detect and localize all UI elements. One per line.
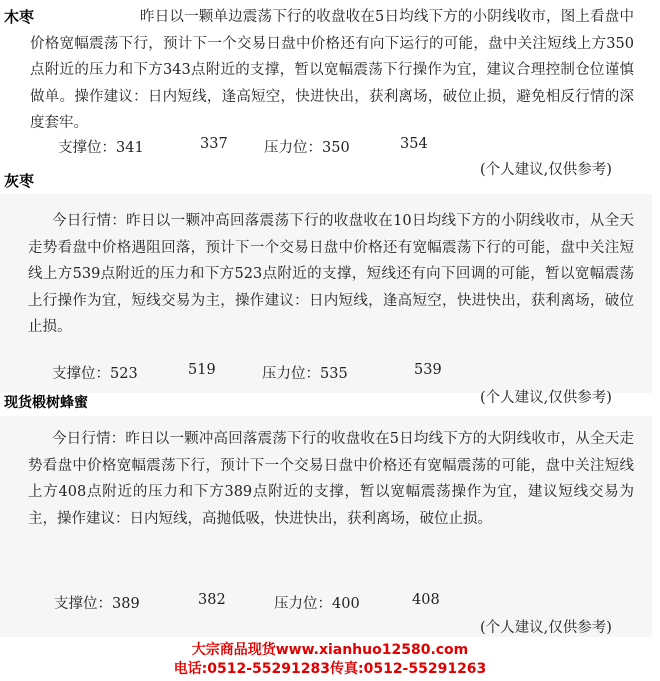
resistance-level: 压力位：350 [264, 140, 350, 156]
section-paragraph: 今日行情：昨日以一颗冲高回落震荡下行的收盘收在5日均线下方的大阴线收市，从全天走势看盘中价格宽幅震荡下行，预计下一个交易日盘中价格还有宽幅震荡的可能，盘中关注短线上方408点附近的压力和下方389点附近的支撑，暂以宽幅震荡操作为宜，建议短线交易为主，操作建议：日内短线，高抛低吸，快进快出，获利离场，破位止损。 [28, 431, 634, 527]
section-title: 木枣 [4, 8, 35, 26]
support-level: 支撑位：341 [58, 140, 144, 156]
disclaimer: (个人建议,仅供参考) [480, 162, 612, 178]
section-paragraph: 今日行情：昨日以一颗冲高回落震荡下行的收盘收在10日均线下方的小阴线收市，从全天走势看盘中价格遇阻回落，预计下一个交易日盘中价格还有宽幅震荡下行的可能，盘中关注短线上方539点附近的压力和下方523点附近的支撑，短线还有向下回调的可能，暂以宽幅震荡上行操作为宜，短线交易为主，操作建议：日内短线，逢高短空，快进快出，获利离场，破位止损。 [28, 213, 634, 335]
support-level-2: 337 [200, 136, 228, 152]
support-level: 支撑位：523 [52, 366, 138, 382]
resistance-level-2: 354 [400, 136, 428, 152]
section-title: 灰枣 [4, 172, 35, 190]
disclaimer: (个人建议,仅供参考) [480, 620, 612, 636]
resistance-level: 压力位：400 [274, 596, 360, 612]
resistance-level: 压力位：535 [262, 366, 348, 382]
support-level: 支撑位：389 [54, 596, 140, 612]
contact-banner [0, 641, 660, 679]
resistance-level-2: 539 [414, 362, 442, 378]
disclaimer: (个人建议,仅供参考) [480, 390, 612, 406]
website-line: 大宗商品现货www.xianhuo12580.com [191, 642, 469, 658]
support-level-2: 519 [188, 362, 216, 378]
resistance-level-2: 408 [412, 592, 440, 608]
phone-fax-line: 电话:0512-55291283传真:0512-55291263 [173, 661, 487, 677]
section-title: 现货椴树蜂蜜 [4, 395, 88, 411]
support-level-2: 382 [198, 592, 226, 608]
section-paragraph: 昨日以一颗单边震荡下行的收盘收在5日均线下方的小阴线收市，图上看盘中价格宽幅震荡下行，预计下一个交易日盘中价格还有向下运行的可能，盘中关注短线上方350点附近的压力和下方343点附近的支撑，暂以宽幅震荡下行操作为宜，建议合理控制仓位谨慎做单。操作建议：日内短线，逢高短空，快进快出，获利离场，破位止损，避免相反行情的深度套牢。 [30, 9, 634, 131]
